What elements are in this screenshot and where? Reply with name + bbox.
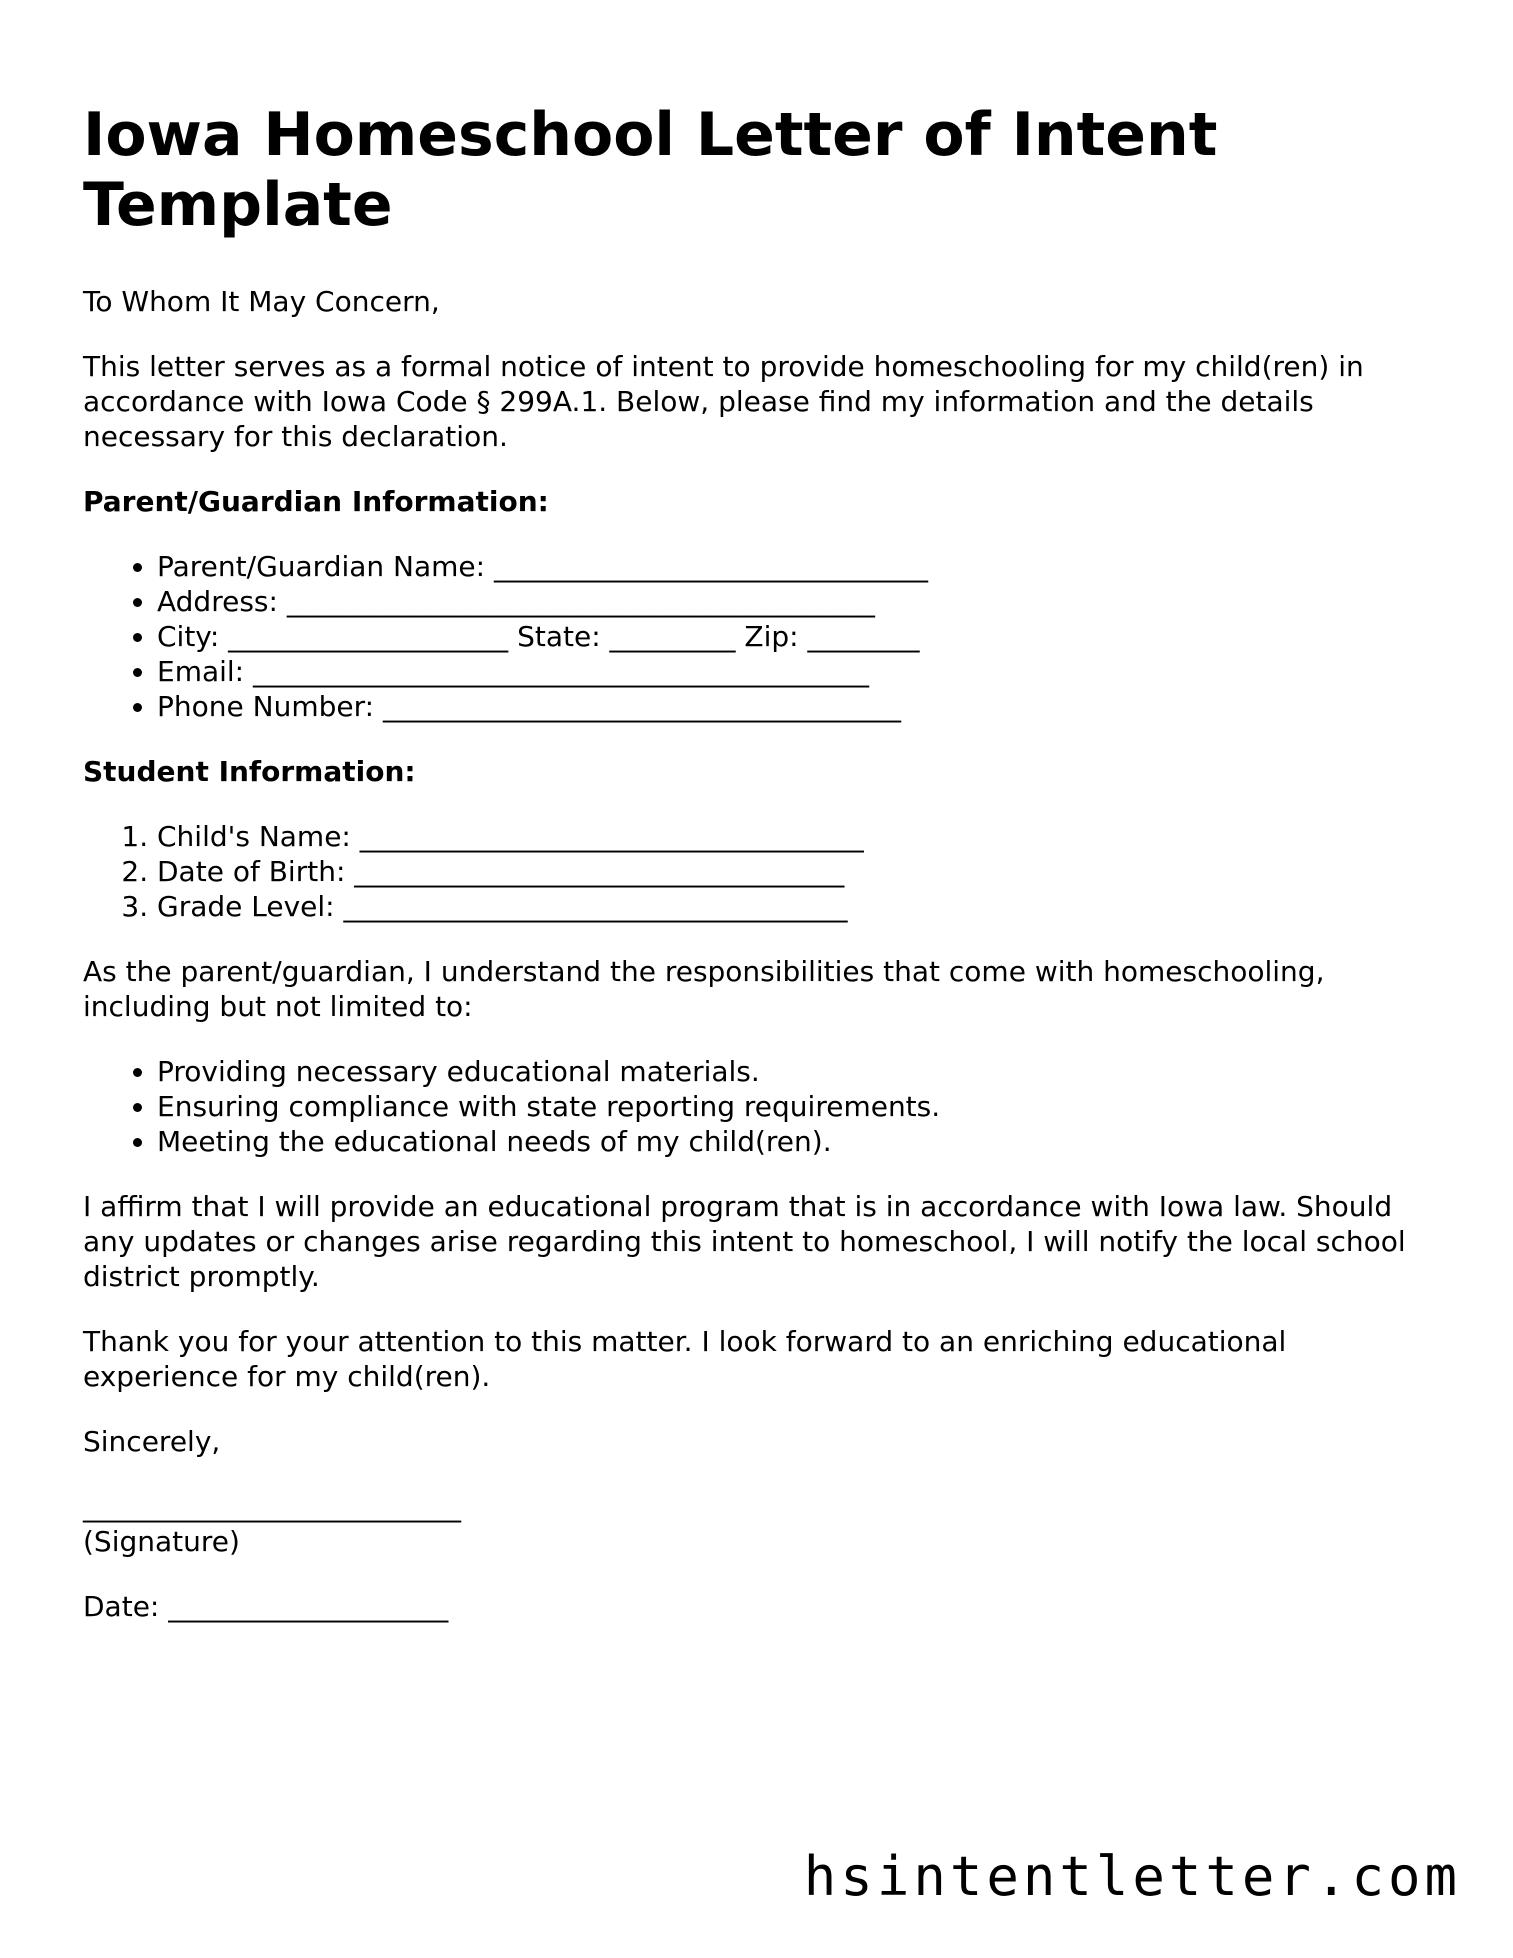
intro-paragraph: This letter serves as a formal notice of intent to provide homeschooling for my child(ren) in accordance with Iowa Code § 299A.1. Below, please find my information and the details necessary for this declaration.: [83, 350, 1364, 453]
responsibilities-intro: As the parent/guardian, I understand the responsibilities that come with homeschooling, including but not limited to:: [83, 955, 1325, 1023]
signature-label: (Signature): [83, 1525, 240, 1558]
thanks-paragraph: Thank you for your attention to this matter. I look forward to an enriching educational experience for my child(ren).: [83, 1325, 1287, 1393]
watermark: hsintentletter.com: [803, 1845, 1461, 1908]
list-item-responsibility: • Meeting the educational needs of my child(ren).: [157, 1124, 1443, 1159]
salutation: To Whom It May Concern,: [83, 285, 440, 318]
student-info-list: [83, 819, 1443, 924]
list-item-parent-name: • Parent/Guardian Name: _______________________________: [157, 549, 1443, 584]
list-item-city-state-zip: • City: ____________________ State: _________ Zip: ________: [157, 619, 1443, 654]
affirmation-paragraph: I affirm that I will provide an educational program that is in accordance with Iowa law. Should any updates or changes arise regarding this intent to homeschool, I will notify the local school district promptly.: [83, 1190, 1406, 1293]
page-title: Iowa Homeschool Letter of Intent Template: [83, 100, 1218, 240]
list-item-address: • Address: __________________________________________: [157, 584, 1443, 619]
list-item-email: • Email: ____________________________________________: [157, 654, 1443, 689]
list-item-responsibility: • Ensuring compliance with state reporting requirements.: [157, 1089, 1443, 1124]
list-item-child-name: 1. Child's Name: ____________________________________: [157, 819, 1443, 854]
list-item-phone: • Phone Number: _____________________________________: [157, 689, 1443, 724]
list-item-responsibility: • Providing necessary educational materials.: [157, 1054, 1443, 1089]
closing: Sincerely,: [83, 1425, 221, 1458]
letter-page: [83, 100, 1443, 1654]
parent-section-heading: Parent/Guardian Information:: [83, 485, 549, 518]
list-item-date-of-birth: 2. Date of Birth: ___________________________________: [157, 854, 1443, 889]
date-line: Date: ____________________: [83, 1590, 449, 1623]
student-section-heading: Student Information:: [83, 755, 416, 788]
signature-line: ___________________________: [83, 1490, 461, 1523]
list-item-grade-level: 3. Grade Level: ____________________________________: [157, 889, 1443, 924]
parent-info-list: [83, 549, 1443, 724]
responsibilities-list: [83, 1054, 1443, 1159]
